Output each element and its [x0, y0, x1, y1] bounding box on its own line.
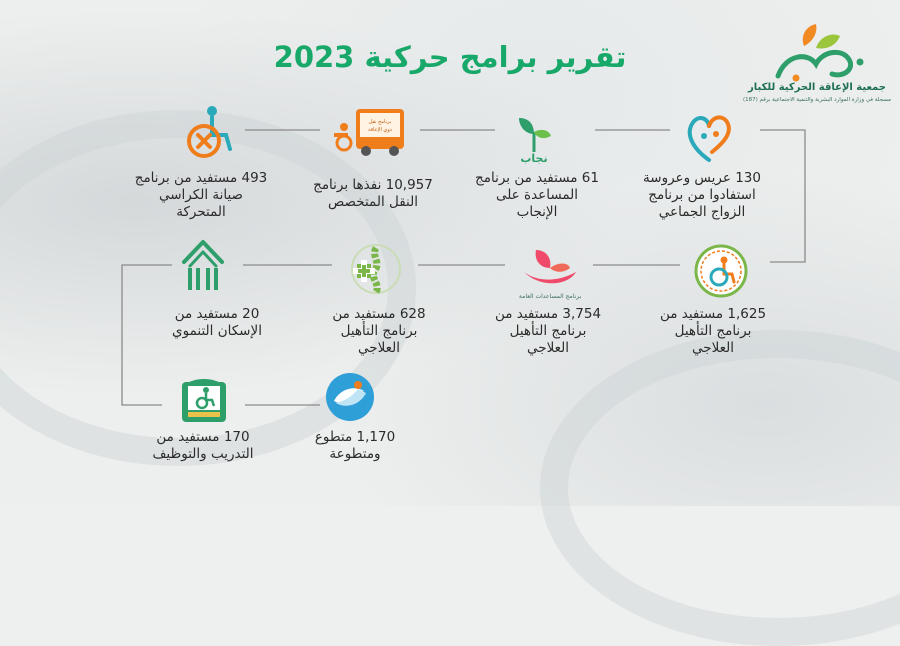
wheelchair-repair-icon: [176, 103, 236, 163]
program-label-rehab-3: 628 مستفيد من برنامج التأهيل العلاجي: [332, 306, 426, 356]
program-label-wheelchair: 493 مستفيد من برنامج صيانة الكراسي المتحركة: [134, 170, 268, 220]
program-label-rehab-2: 3,754 مستفيد من برنامج التأهيل العلاجي: [494, 306, 602, 356]
volunteer-hands-icon: [324, 371, 376, 423]
rehab-badge-icon: [694, 244, 748, 298]
program-label-training: 170 مستفيد من التدريب والتوظيف: [152, 429, 254, 462]
training-badge-icon: [180, 374, 228, 424]
program-label-volunteers: 1,170 متطوع ومتطوعة: [314, 429, 396, 462]
logo-subtitle: مسجلة في وزارة الموارد البشرية والتنمية الاجتماعية برقم (187): [743, 97, 891, 103]
heart-hands-icon: [682, 108, 736, 166]
program-label-rehab-1: 1,625 مستفيد من برنامج التأهيل العلاجي: [659, 306, 767, 356]
housing-icon: [180, 238, 226, 294]
spine-icon: [349, 242, 403, 296]
program-label-fertility: 61 مستفيد من برنامج المساعدة على الإنجاب: [475, 170, 599, 220]
logo-name: جمعية الإعاقة الحركية للكبار: [747, 82, 887, 93]
transport-bus-icon: [330, 103, 410, 163]
svg-text:ذوي الإعاقة: ذوي الإعاقة: [368, 127, 392, 133]
program-label-transport: 10,957 نفذها برنامج النقل المتخصص: [313, 177, 433, 210]
svg-text:برنامج نقل: برنامج نقل: [368, 119, 392, 125]
page-title: تقرير برامج حركية 2023: [273, 40, 627, 74]
program-label-housing: 20 مستفيد من الإسكان التنموي: [172, 306, 262, 339]
helping-hand-plant-icon: [514, 238, 586, 300]
svg-text:نجاب: نجاب: [520, 152, 548, 164]
plant-injab-icon: [503, 108, 565, 164]
svg-text:برنامج المساعدات العامة: برنامج المساعدات العامة: [518, 293, 582, 300]
program-label-marriage: 130 عريس وعروسة استفادوا من برنامج الزواج الجماعي: [643, 170, 761, 220]
